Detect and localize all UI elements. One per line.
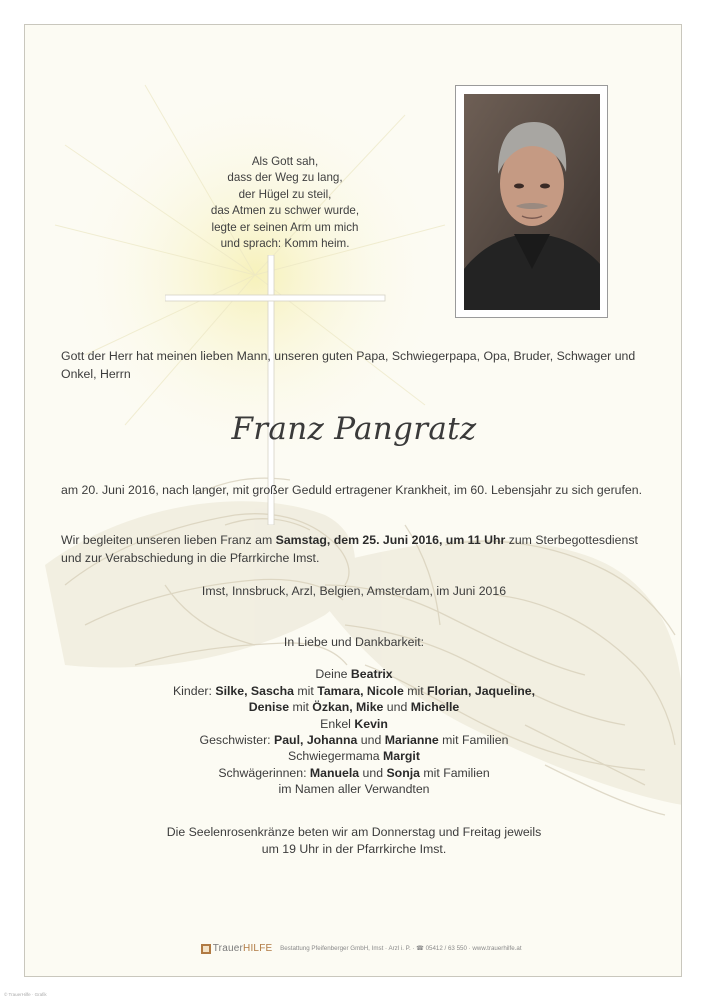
family-relatives: im Namen aller Verwandten — [278, 782, 430, 797]
rosary-line: um 19 Uhr in der Pfarrkirche Imst. — [261, 842, 447, 856]
place-date: Imst, Innsbruck, Arzl, Belgien, Amsterdam, im Juni 2016 — [201, 584, 507, 598]
family-list — [25, 634, 682, 798]
deceased-name: Franz Pangratz — [231, 411, 477, 447]
family-siblings: Geschwister: Paul, Johanna und Marianne mit Familien — [199, 733, 509, 748]
family-grandchild: Enkel Kevin — [320, 716, 388, 731]
poem-line: und sprach: Komm heim. — [220, 237, 350, 251]
funeral-pre: Wir begleiten unseren lieben Franz am — [61, 533, 276, 547]
trauerhilfe-logo-icon — [201, 944, 211, 954]
poem-line: legte er seinen Arm um mich — [211, 220, 359, 234]
funeral-post: zum Sterbegottesdienst und zur Verabschiedung in die Pfarrkirche Imst. — [61, 533, 638, 565]
family-children: Kinder: Silke, Sascha mit Tamara, Nicole mit Florian, Jaqueline, — [172, 683, 536, 698]
portrait-photo — [464, 94, 600, 310]
family-children-2: Denise mit Özkan, Mike und Michelle — [248, 700, 460, 715]
poem-line: der Hügel zu steil, — [238, 187, 332, 201]
intro-text: Gott der Herr hat meinen lieben Mann, unseren guten Papa, Schwiegerpapa, Opa, Bruder, Schwager und Onkel, Herrn — [61, 349, 636, 381]
rosary-notice — [25, 824, 682, 858]
poem-line: das Atmen zu schwer wurde, — [210, 204, 360, 218]
funeral-details — [61, 532, 651, 567]
rosary-line: Die Seelenrosenkränze beten wir am Donnerstag und Freitag jeweils — [166, 825, 542, 839]
family-heading: In Liebe und Dankbarkeit: — [283, 635, 425, 649]
family-mother-in-law: Schwiegermama Margit — [288, 749, 420, 764]
poem-line: Als Gott sah, — [251, 155, 319, 168]
family-wife: Deine Beatrix — [315, 667, 393, 682]
death-notice: am 20. Juni 2016, nach langer, mit großer Geduld ertragener Krankheit, im 60. Lebensjahr zu sich gerufen. — [61, 483, 643, 497]
poem — [160, 154, 410, 252]
funeral-date: Samstag, dem 25. Juni 2016, um 11 Uhr — [275, 533, 506, 547]
footer-text: Bestattung Pfeifenberger GmbH, Imst · Arzl i. P. · ☎ 05412 / 63 550 · www.trauerhilfe.at — [280, 945, 522, 952]
poem-line: dass der Weg zu lang, — [227, 171, 343, 185]
family-sisters-in-law: Schwägerinnen: Manuela und Sonja mit Familien — [218, 765, 490, 780]
portrait-frame — [455, 85, 608, 318]
copyright: © TrauerHilfe · Grafik — [4, 992, 47, 997]
footer — [201, 943, 601, 959]
obituary-card — [24, 24, 682, 977]
footer-brand: TrauerHILFE — [212, 943, 273, 954]
